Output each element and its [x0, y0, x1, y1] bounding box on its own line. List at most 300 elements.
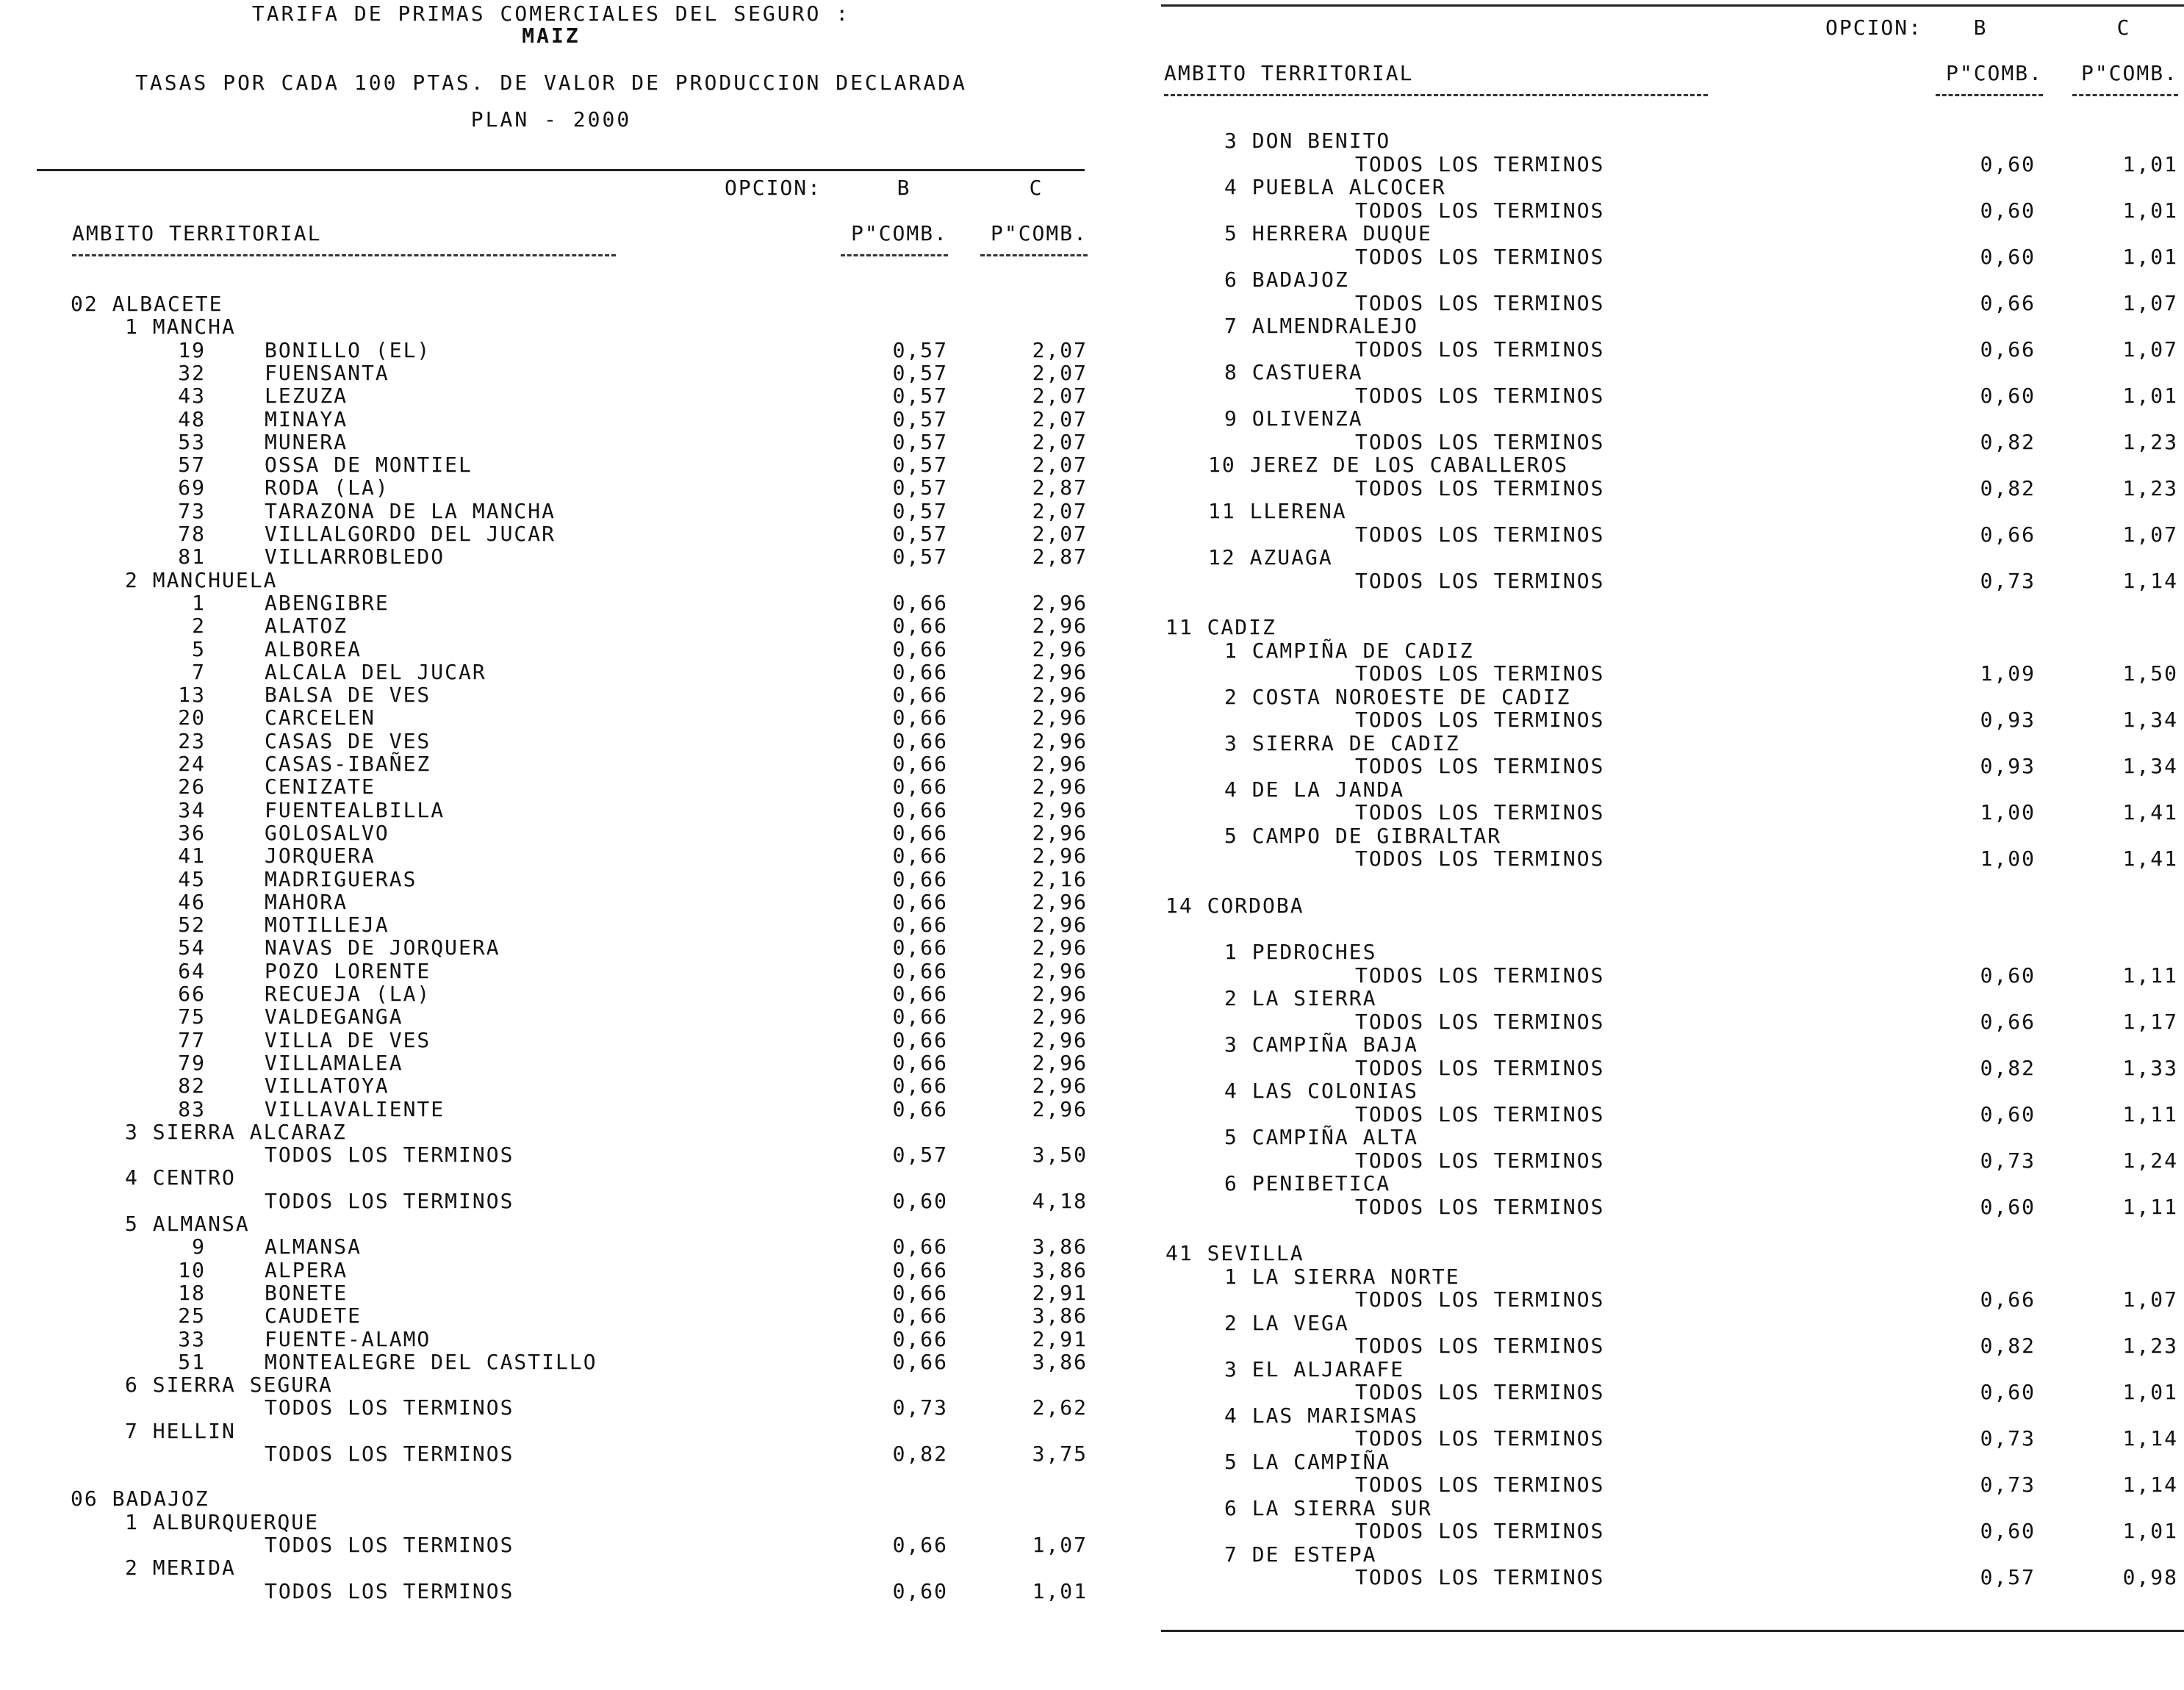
- right-page: [1132, 0, 2184, 1690]
- comarca-label: 9 OLIVENZA: [1224, 406, 1363, 431]
- all-terms-label: TODOS LOS TERMINOS: [265, 1578, 514, 1603]
- rate-b: 0,60: [1980, 151, 2036, 176]
- rate-c: 1,14: [2122, 1473, 2178, 1497]
- rate-b: 0,66: [892, 797, 948, 822]
- rate-b: 0,66: [1980, 1287, 2036, 1312]
- term-name: BONILLO (EL): [265, 337, 431, 362]
- term-name: CASAS-IBAÑEZ: [265, 752, 431, 776]
- term-name: FUENSANTA: [265, 360, 389, 385]
- rate-c: 2,96: [1032, 1027, 1088, 1052]
- rate-b: 0,66: [892, 1280, 948, 1305]
- all-terms-label: TODOS LOS TERMINOS: [1355, 1101, 1605, 1126]
- rate-b: 0,60: [1980, 244, 2036, 269]
- term-name: CENIZATE: [265, 774, 376, 799]
- term-name: VILLAMALEA: [265, 1050, 403, 1075]
- table-row: [0, 936, 1102, 959]
- rate-b: 0,66: [892, 1257, 948, 1282]
- table-row: [0, 315, 1102, 338]
- comarca-label: 6 LA SIERRA SUR: [1224, 1495, 1432, 1520]
- table-row: [0, 775, 1102, 798]
- all-terms-label: TODOS LOS TERMINOS: [1355, 846, 1605, 871]
- comarca-label: 6 PENIBETICA: [1224, 1171, 1391, 1195]
- table-row: [0, 522, 1102, 545]
- comarca-label: 5 LA CAMPIÑA: [1224, 1449, 1391, 1474]
- table-row: [0, 1420, 1102, 1442]
- table-row: [0, 362, 1102, 384]
- rate-b: 0,57: [892, 406, 948, 431]
- table-row: [0, 1373, 1102, 1396]
- comarca-label: 5 HERRERA DUQUE: [1224, 221, 1432, 245]
- term-code: 78: [178, 522, 206, 546]
- table-row: [1132, 1079, 2184, 1102]
- comarca-label: 1 MANCHA: [125, 314, 236, 339]
- term-name: VILLARROBLEDO: [265, 544, 445, 569]
- rate-b: 0,66: [892, 659, 948, 684]
- comarca-label: 3 SIERRA ALCARAZ: [125, 1119, 347, 1144]
- table-row: [1132, 1520, 2184, 1542]
- table-row: [0, 1074, 1102, 1097]
- table-row: [0, 614, 1102, 637]
- pcomb-b-label: P"COMB.: [850, 221, 948, 245]
- table-row: [0, 913, 1102, 936]
- table-row: [1132, 569, 2184, 592]
- rate-b: 0,66: [892, 1050, 948, 1075]
- all-terms-label: TODOS LOS TERMINOS: [1355, 151, 1605, 176]
- rate-b: 0,57: [892, 429, 948, 454]
- rate-c: 3,86: [1032, 1349, 1088, 1374]
- province-label: 41 SEVILLA: [1165, 1241, 1304, 1265]
- table-row: [1132, 964, 2184, 987]
- ambito-underline: [72, 254, 616, 256]
- rate-b: 0,66: [892, 1234, 948, 1259]
- term-name: MAHORA: [265, 889, 348, 914]
- rate-b: 0,66: [892, 590, 948, 615]
- term-name: CARCELEN: [265, 705, 376, 730]
- term-name: JORQUERA: [265, 844, 376, 869]
- term-code: 69: [178, 475, 206, 500]
- option-b-label: B: [897, 176, 911, 200]
- table-row: [1132, 1404, 2184, 1427]
- rate-c: 1,33: [2122, 1055, 2178, 1080]
- table-row: [0, 339, 1102, 362]
- province-label: 11 CADIZ: [1165, 615, 1276, 639]
- rate-b: 0,73: [1980, 568, 2036, 593]
- table-row: [1132, 384, 2184, 407]
- table-row: [0, 683, 1102, 706]
- term-code: 18: [178, 1280, 206, 1305]
- rate-c: 2,07: [1032, 406, 1088, 431]
- table-row: [1132, 1450, 2184, 1473]
- comarca-label: 5 CAMPO DE GIBRALTAR: [1224, 823, 1502, 848]
- term-code: 1: [192, 590, 206, 615]
- comarca-label: 3 CAMPIÑA BAJA: [1224, 1032, 1419, 1057]
- term-code: 57: [178, 453, 206, 478]
- rate-c: 1,07: [2122, 522, 2178, 547]
- all-terms-label: TODOS LOS TERMINOS: [1355, 429, 1605, 454]
- rate-c: 1,41: [2122, 800, 2178, 824]
- table-row: [0, 1212, 1102, 1235]
- table-row: [1132, 1265, 2184, 1288]
- table-row: [0, 1098, 1102, 1121]
- rate-c: 2,96: [1032, 614, 1088, 639]
- comarca-label: 4 CENTRO: [125, 1165, 236, 1190]
- table-row: [0, 982, 1102, 1005]
- table-row: [1132, 292, 2184, 314]
- table-row: [0, 1580, 1102, 1603]
- all-terms-label: TODOS LOS TERMINOS: [1355, 1380, 1605, 1404]
- rate-b: 0,73: [1980, 1473, 2036, 1497]
- table-row: [1132, 1195, 2184, 1218]
- option-c-label: C: [2116, 15, 2131, 40]
- table-row: [1132, 500, 2184, 522]
- rate-c: 2,07: [1032, 360, 1088, 385]
- table-row: [1132, 1057, 2184, 1079]
- rate-c: 2,96: [1032, 889, 1088, 914]
- term-code: 34: [178, 797, 206, 822]
- all-terms-label: TODOS LOS TERMINOS: [1355, 708, 1605, 732]
- rate-b: 0,73: [1980, 1426, 2036, 1450]
- table-row: [0, 1051, 1102, 1074]
- all-terms-label: TODOS LOS TERMINOS: [1355, 754, 1605, 778]
- table-row: [0, 408, 1102, 431]
- table-row: [0, 1304, 1102, 1327]
- rate-b: 0,57: [892, 453, 948, 478]
- table-row: [1132, 129, 2184, 152]
- rate-c: 2,96: [1032, 1074, 1088, 1098]
- table-row: [1132, 987, 2184, 1010]
- term-name: MUNERA: [265, 429, 348, 454]
- rate-b: 0,66: [892, 866, 948, 891]
- table-row: [0, 1396, 1102, 1419]
- table-row: [1132, 1427, 2184, 1450]
- term-code: 33: [178, 1326, 206, 1351]
- term-name: MADRIGUERAS: [265, 866, 417, 891]
- comarca-label: 2 MERIDA: [125, 1556, 236, 1581]
- table-row: [0, 799, 1102, 821]
- rate-b: 0,82: [1980, 475, 2036, 500]
- rate-b: 0,66: [892, 820, 948, 845]
- table-row: [0, 453, 1102, 476]
- term-code: 36: [178, 820, 206, 845]
- term-code: 52: [178, 913, 206, 938]
- rate-c: 1,01: [2122, 151, 2178, 176]
- table-row: [0, 1511, 1102, 1533]
- rate-b: 0,60: [1980, 1194, 2036, 1219]
- rate-b: 0,66: [892, 1304, 948, 1328]
- term-code: 54: [178, 935, 206, 960]
- table-row: [1132, 1473, 2184, 1496]
- table-row: [1132, 453, 2184, 476]
- table-row: [0, 1487, 1102, 1510]
- rate-c: 2,87: [1032, 475, 1088, 500]
- term-code: 53: [178, 429, 206, 454]
- term-code: 64: [178, 958, 206, 983]
- rate-b: 0,66: [892, 1027, 948, 1052]
- rate-b: 0,66: [1980, 337, 2036, 362]
- rate-b: 0,57: [892, 337, 948, 362]
- rate-c: 2,62: [1032, 1395, 1088, 1420]
- table-row: [0, 500, 1102, 522]
- rate-c: 2,87: [1032, 544, 1088, 569]
- table-row: [0, 1029, 1102, 1051]
- rate-c: 2,07: [1032, 384, 1088, 409]
- rate-c: 1,11: [2122, 1194, 2178, 1219]
- table-row: [1132, 732, 2184, 755]
- rate-c: 1,01: [2122, 1519, 2178, 1543]
- ambito-label: AMBITO TERRITORIAL: [72, 221, 322, 245]
- rate-c: 1,41: [2122, 846, 2178, 871]
- term-name: BONETE: [265, 1280, 348, 1305]
- table-row: [1132, 708, 2184, 731]
- term-name: MINAYA: [265, 406, 348, 431]
- all-terms-label: TODOS LOS TERMINOS: [265, 1188, 514, 1213]
- rate-b: 0,93: [1980, 708, 2036, 732]
- term-name: ALBOREA: [265, 636, 362, 661]
- table-row: [1132, 1033, 2184, 1056]
- table-row: [0, 292, 1102, 315]
- rate-b: 0,66: [892, 636, 948, 661]
- rate-c: 2,91: [1032, 1326, 1088, 1351]
- rate-b: 0,57: [892, 544, 948, 569]
- table-row: [0, 1556, 1102, 1579]
- comarca-label: 10 JEREZ DE LOS CABALLEROS: [1208, 453, 1569, 477]
- all-terms-label: TODOS LOS TERMINOS: [1355, 1565, 1605, 1589]
- rate-b: 0,60: [1980, 1380, 2036, 1404]
- all-terms-label: TODOS LOS TERMINOS: [1355, 661, 1605, 686]
- rate-b: 0,60: [892, 1578, 948, 1603]
- rate-b: 0,60: [1980, 1519, 2036, 1543]
- rate-b: 1,09: [1980, 661, 2036, 686]
- table-row: [0, 1190, 1102, 1212]
- comarca-label: 4 PUEBLA ALCOCER: [1224, 175, 1446, 199]
- plan-year: PLAN - 2000: [470, 107, 632, 132]
- rate-c: 2,96: [1032, 1004, 1088, 1029]
- rate-b: 0,66: [892, 844, 948, 869]
- all-terms-label: TODOS LOS TERMINOS: [1355, 1519, 1605, 1543]
- rate-b: 0,82: [892, 1442, 948, 1466]
- pcomb-b-underline: [1936, 94, 2043, 96]
- rate-b: 0,73: [892, 1395, 948, 1420]
- rate-b: 0,82: [1980, 429, 2036, 454]
- all-terms-label: TODOS LOS TERMINOS: [1355, 800, 1605, 824]
- rate-c: 1,01: [2122, 198, 2178, 223]
- table-row: [0, 638, 1102, 661]
- rate-c: 2,96: [1032, 982, 1088, 1006]
- table-row: [0, 1121, 1102, 1143]
- rate-c: 2,96: [1032, 705, 1088, 730]
- pcomb-c-underline: [2072, 94, 2178, 96]
- comarca-label: 2 COSTA NOROESTE DE CADIZ: [1224, 684, 1571, 709]
- rate-c: 1,07: [2122, 337, 2178, 362]
- term-code: 9: [192, 1234, 206, 1259]
- term-name: MOTILLEJA: [265, 913, 389, 938]
- term-code: 79: [178, 1050, 206, 1075]
- rate-b: 0,66: [892, 1004, 948, 1029]
- rate-b: 0,60: [1980, 383, 2036, 408]
- province-label: 02 ALBACETE: [71, 292, 223, 316]
- rate-c: 4,18: [1032, 1188, 1088, 1213]
- all-terms-label: TODOS LOS TERMINOS: [1355, 522, 1605, 547]
- table-row: [0, 476, 1102, 499]
- table-row: [1132, 314, 2184, 337]
- table-row: [1132, 639, 2184, 662]
- table-row: [1132, 616, 2184, 639]
- right-top-rule: [1161, 4, 2184, 7]
- table-row: [1132, 199, 2184, 222]
- term-code: 13: [178, 683, 206, 708]
- table-row: [1132, 1103, 2184, 1126]
- term-code: 32: [178, 360, 206, 385]
- table-row: [1132, 1010, 2184, 1033]
- comarca-label: 4 LAS COLONIAS: [1224, 1079, 1419, 1103]
- term-code: 25: [178, 1304, 206, 1328]
- term-code: 19: [178, 337, 206, 362]
- rate-c: 2,96: [1032, 820, 1088, 845]
- all-terms-label: TODOS LOS TERMINOS: [265, 1143, 514, 1168]
- rate-b: 0,66: [892, 958, 948, 983]
- rate-b: 0,66: [892, 1096, 948, 1121]
- all-terms-label: TODOS LOS TERMINOS: [1355, 1055, 1605, 1080]
- province-label: 14 CORDOBA: [1165, 893, 1304, 918]
- table-row: [0, 1259, 1102, 1281]
- term-code: 81: [178, 544, 206, 569]
- term-code: 20: [178, 705, 206, 730]
- table-row: [1132, 1334, 2184, 1357]
- rate-c: 1,01: [1032, 1578, 1088, 1603]
- comarca-label: 6 BADAJOZ: [1224, 267, 1349, 292]
- table-row: [1132, 894, 2184, 917]
- term-code: 73: [178, 498, 206, 523]
- table-row: [0, 1351, 1102, 1373]
- all-terms-label: TODOS LOS TERMINOS: [1355, 1287, 1605, 1312]
- rate-c: 0,98: [2122, 1565, 2178, 1589]
- opcion-label: OPCION:: [1825, 15, 1923, 40]
- all-terms-label: TODOS LOS TERMINOS: [1355, 475, 1605, 500]
- rate-c: 2,96: [1032, 774, 1088, 799]
- term-code: 43: [178, 384, 206, 409]
- table-row: [0, 1533, 1102, 1556]
- all-terms-label: TODOS LOS TERMINOS: [1355, 1194, 1605, 1219]
- comarca-label: 2 MANCHUELA: [125, 567, 278, 592]
- rate-c: 2,96: [1032, 659, 1088, 684]
- pcomb-b-underline: [841, 254, 948, 256]
- rate-b: 0,57: [892, 360, 948, 385]
- all-terms-label: TODOS LOS TERMINOS: [1355, 337, 1605, 362]
- term-name: POZO LORENTE: [265, 958, 431, 983]
- right-bottom-rule: [1161, 1630, 2184, 1632]
- rate-c: 3,86: [1032, 1257, 1088, 1282]
- term-name: ABENGIBRE: [265, 590, 389, 615]
- term-name: VILLA DE VES: [265, 1027, 431, 1052]
- comarca-label: 4 DE LA JANDA: [1224, 777, 1405, 802]
- comarca-label: 5 CAMPIÑA ALTA: [1224, 1125, 1419, 1149]
- table-row: [0, 384, 1102, 407]
- table-row: [1132, 1543, 2184, 1566]
- table-row: [1132, 431, 2184, 453]
- all-terms-label: TODOS LOS TERMINOS: [1355, 1148, 1605, 1173]
- table-row: [1132, 222, 2184, 245]
- all-terms-label: TODOS LOS TERMINOS: [265, 1442, 514, 1466]
- table-row: [0, 569, 1102, 592]
- table-row: [1132, 176, 2184, 198]
- term-name: ALPERA: [265, 1257, 348, 1282]
- rate-b: 0,57: [892, 498, 948, 523]
- rate-b: 0,66: [892, 774, 948, 799]
- pcomb-c-label: P"COMB.: [2080, 61, 2178, 85]
- table-row: [1132, 361, 2184, 384]
- document-subtitle: TASAS POR CADA 100 PTAS. DE VALOR DE PRODUCCION DECLARADA: [135, 71, 967, 95]
- rate-b: 0,66: [892, 1326, 948, 1351]
- table-row: [0, 1328, 1102, 1351]
- term-name: RECUEJA (LA): [265, 982, 431, 1006]
- table-row: [1132, 778, 2184, 801]
- table-row: [0, 1235, 1102, 1258]
- table-row: [1132, 1497, 2184, 1520]
- term-code: 24: [178, 752, 206, 776]
- comarca-label: 1 LA SIERRA NORTE: [1224, 1264, 1460, 1289]
- term-code: 51: [178, 1349, 206, 1374]
- rate-c: 2,96: [1032, 683, 1088, 708]
- rate-b: 0,57: [892, 475, 948, 500]
- table-row: [0, 752, 1102, 775]
- comarca-label: 3 EL ALJARAFE: [1224, 1356, 1405, 1381]
- table-row: [0, 706, 1102, 729]
- table-row: [1132, 477, 2184, 500]
- term-code: 77: [178, 1027, 206, 1052]
- term-name: VILLAVALIENTE: [265, 1096, 445, 1121]
- rate-c: 3,75: [1032, 1442, 1088, 1466]
- all-terms-label: TODOS LOS TERMINOS: [265, 1395, 514, 1420]
- comarca-label: 11 LLERENA: [1208, 499, 1347, 523]
- rate-c: 2,96: [1032, 728, 1088, 753]
- term-code: 41: [178, 844, 206, 869]
- rate-c: 2,96: [1032, 844, 1088, 869]
- rate-c: 1,24: [2122, 1148, 2178, 1173]
- rate-c: 2,16: [1032, 866, 1088, 891]
- all-terms-label: TODOS LOS TERMINOS: [1355, 244, 1605, 269]
- rate-c: 1,07: [2122, 1287, 2178, 1312]
- rate-b: 0,66: [892, 1074, 948, 1098]
- rate-c: 1,23: [2122, 475, 2178, 500]
- comarca-label: 1 ALBURQUERQUE: [125, 1509, 320, 1534]
- comarca-label: 7 DE ESTEPA: [1224, 1542, 1377, 1567]
- rate-c: 2,96: [1032, 590, 1088, 615]
- rate-b: 0,60: [1980, 198, 2036, 223]
- rate-b: 0,66: [892, 982, 948, 1006]
- comarca-label: 4 LAS MARISMAS: [1224, 1403, 1419, 1428]
- term-code: 82: [178, 1074, 206, 1098]
- comarca-label: 2 LA VEGA: [1224, 1310, 1349, 1335]
- table-row: [1132, 1312, 2184, 1334]
- rate-c: 1,07: [1032, 1532, 1088, 1557]
- table-row: [1132, 523, 2184, 546]
- term-code: 23: [178, 728, 206, 753]
- rate-b: 0,66: [892, 705, 948, 730]
- term-name: GOLOSALVO: [265, 820, 389, 845]
- rate-c: 3,86: [1032, 1234, 1088, 1259]
- rate-c: 2,96: [1032, 1050, 1088, 1075]
- rate-c: 2,07: [1032, 522, 1088, 546]
- rate-b: 1,00: [1980, 800, 2036, 824]
- rate-c: 1,11: [2122, 963, 2178, 988]
- table-row: [1132, 546, 2184, 569]
- rate-b: 0,57: [892, 384, 948, 409]
- all-terms-label: TODOS LOS TERMINOS: [265, 1532, 514, 1557]
- rate-c: 2,96: [1032, 636, 1088, 661]
- rate-c: 1,11: [2122, 1101, 2178, 1126]
- rate-c: 3,86: [1032, 1304, 1088, 1328]
- term-code: 26: [178, 774, 206, 799]
